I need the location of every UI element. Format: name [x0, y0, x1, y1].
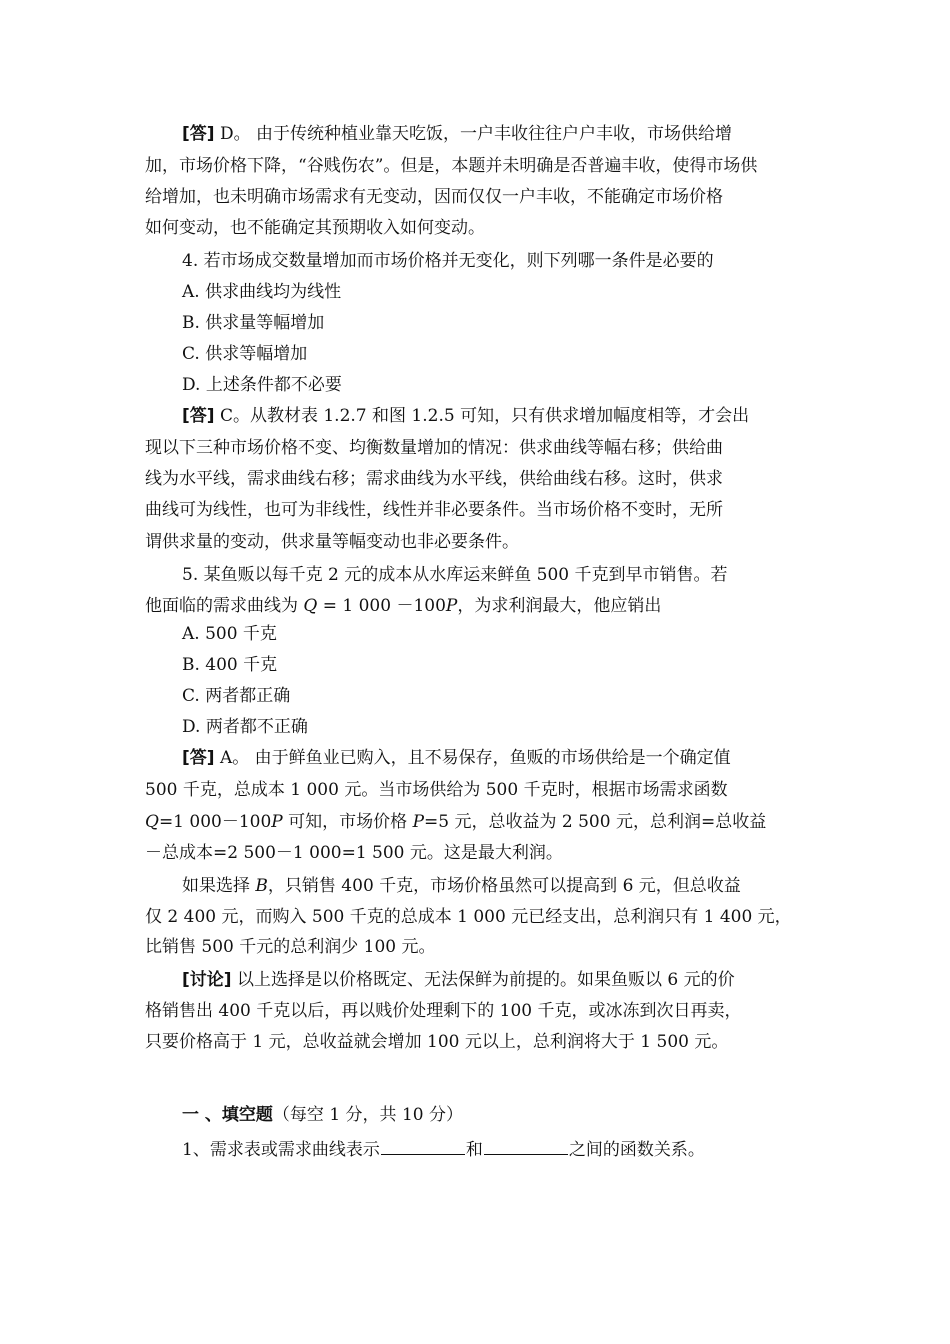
question-stem: 5. 某鱼贩以每千克 2 元的成本从水库运来鲜鱼 500 千克到早市销售。若 — [182, 565, 728, 585]
text-line: 现以下三种市场价格不变、均衡数量增加的情况：供求曲线等幅右移；供给曲 — [145, 438, 723, 458]
section-note: （每空 1 分，共 10 分） — [272, 1105, 463, 1125]
section-title: 一 、填空题 — [182, 1105, 273, 1125]
answer-blank[interactable] — [381, 1136, 465, 1155]
answer-paragraph: [答] A。 由于鲜鱼业已购入，且不易保存，鱼贩的市场供给是一个确定值 — [182, 748, 731, 768]
discussion-paragraph: [讨论] 以上选择是以价格既定、无法保鲜为前提的。如果鱼贩以 6 元的价 — [182, 970, 735, 990]
option-c: C. 两者都正确 — [182, 686, 291, 706]
option-b: B. 400 千克 — [182, 655, 278, 675]
text-line: 仅 2 400 元，而购入 500 千克的总成本 1 000 元已经支出，总利润只有 1 400 元， — [145, 907, 792, 927]
option-c: C. 供求等幅增加 — [182, 344, 308, 364]
text-line: 给增加，也未明确市场需求有无变动，因而仅仅一户丰收，不能确定市场价格 — [145, 187, 723, 207]
answer-label: [答] — [182, 124, 215, 144]
text-line: －总成本=2 500－1 000=1 500 元。这是最大利润。 — [145, 843, 563, 863]
option-d: D. 上述条件都不必要 — [182, 375, 342, 395]
text-line: 如果选择 B，只销售 400 千克，市场价格虽然可以提高到 6 元，但总收益 — [182, 876, 741, 896]
text-line: Q=1 000－100P 可知，市场价格 P=5 元，总收益为 2 500 元，总利润=总收益 — [145, 812, 767, 832]
text-line: 500 千克，总成本 1 000 元。当市场供给为 500 千克时，根据市场需求函数 — [145, 780, 728, 800]
text-line: 加，市场价格下降，“谷贱伤农”。但是，本题并未明确是否普遍丰收，使得市场供 — [145, 156, 758, 176]
discussion-label: [讨论] — [182, 970, 232, 990]
text-line: 比销售 500 千元的总利润少 100 元。 — [145, 937, 436, 957]
text-line: 线为水平线，需求曲线右移；需求曲线为水平线，供给曲线右移。这时，供求 — [145, 469, 723, 489]
text-line: 如何变动，也不能确定其预期收入如何变动。 — [145, 218, 485, 238]
answer-blank[interactable] — [484, 1136, 568, 1155]
text-line: 谓供求量的变动，供求量等幅变动也非必要条件。 — [145, 532, 519, 552]
option-d: D. 两者都不正确 — [182, 717, 308, 737]
text-line: 曲线可为线性，也可为非线性，线性并非必要条件。当市场价格不变时，无所 — [145, 500, 723, 520]
answer-paragraph: [答] D。 由于传统种植业靠天吃饭，一户丰收往往户户丰收，市场供给增 — [182, 124, 732, 144]
answer-label: [答] — [182, 406, 215, 426]
answer-paragraph: [答] C。从教材表 1.2.7 和图 1.2.5 可知，只有供求增加幅度相等，才会出 — [182, 406, 750, 426]
text-line: 格销售出 400 千克以后，再以贱价处理剩下的 100 千克，或冰冻到次日再卖， — [145, 1001, 742, 1021]
fill-blank-question: 1、需求表或需求曲线表示 和 之间的函数关系。 — [182, 1136, 862, 1162]
text-line: 只要价格高于 1 元，总收益就会增加 100 元以上，总利润将大于 1 500 元。 — [145, 1032, 729, 1052]
option-a: A. 500 千克 — [182, 624, 277, 644]
answer-label: [答] — [182, 748, 215, 768]
question-stem: 4. 若市场成交数量增加而市场价格并无变化，则下列哪一条件是必要的 — [182, 251, 714, 271]
option-a: A. 供求曲线均为线性 — [182, 282, 342, 302]
option-b: B. 供求量等幅增加 — [182, 313, 325, 333]
text-line: 他面临的需求曲线为 Q = 1 000 －100P，为求利润最大，他应销出 — [145, 596, 662, 616]
section-heading — [182, 1103, 862, 1129]
